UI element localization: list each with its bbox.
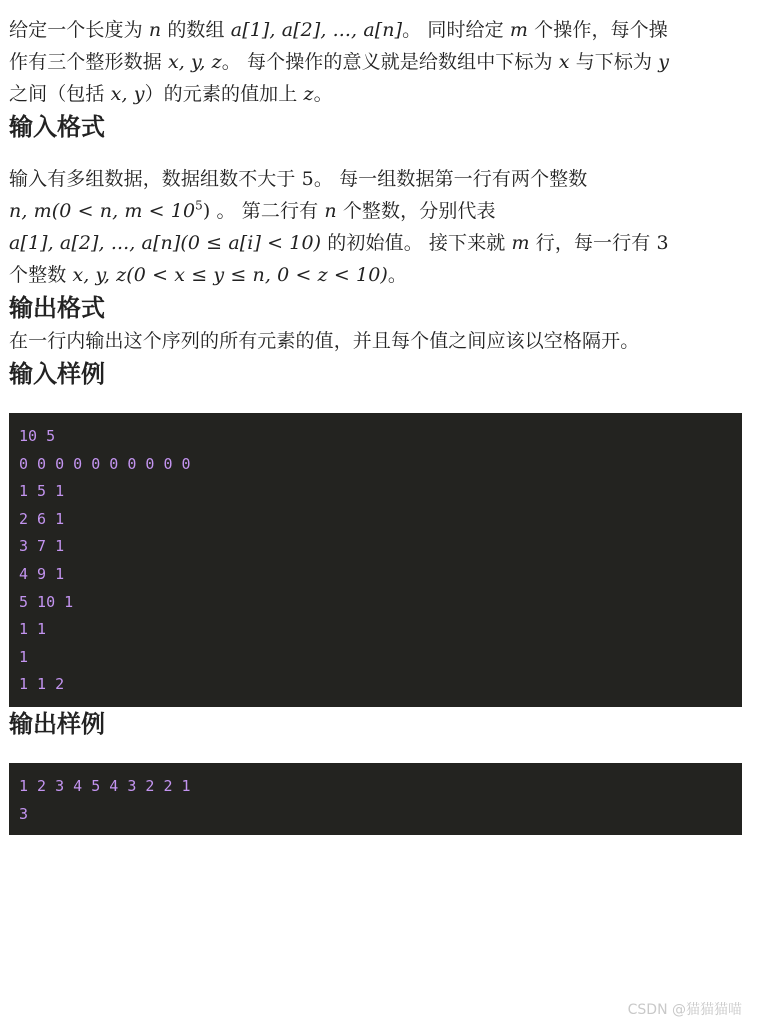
- intro-line-3: [9, 78, 742, 110]
- input-line-1: [9, 163, 742, 195]
- input-format-section: [9, 163, 742, 291]
- math-n: n: [324, 200, 337, 222]
- sample-output-heading: 输出样例: [9, 710, 105, 738]
- math-array-range: a[1], a[2], ..., a[n](0 ≤ a[i] < 10): [9, 232, 322, 254]
- output-format-text: 在一行内输出这个序列的所有元素的值，并且每个值之间应该以空格隔开。: [9, 330, 640, 352]
- code-line: 1 5 1: [19, 482, 65, 501]
- intro-line-1: [9, 14, 742, 46]
- code-line: 0 0 0 0 0 0 0 0 0 0: [19, 454, 191, 473]
- code-line: 3 7 1: [19, 537, 65, 556]
- csdn-watermark: CSDN @猫猫猫喵: [627, 1002, 742, 1018]
- code-line: 3: [19, 804, 29, 823]
- intro-text: 之间（包括: [9, 83, 111, 105]
- sample-output-code-block[interactable]: [9, 763, 742, 835]
- math-xyz-range: x, y, z(0 < x ≤ y ≤ n, 0 < z < 10): [72, 264, 388, 286]
- input-text: 输入有多组数据，数据组数不大于: [9, 168, 302, 190]
- intro-text: 个操作，每个操: [528, 19, 668, 41]
- math-exponent: 5: [195, 198, 203, 213]
- math-xyz: x, y, z: [167, 51, 222, 73]
- math-paren: ): [202, 200, 211, 222]
- intro-text: 。: [313, 83, 333, 105]
- intro-section: [9, 14, 742, 110]
- code-line: 10 5: [19, 427, 56, 445]
- math-y: y: [658, 51, 670, 73]
- input-text: 。 第二行有: [210, 200, 325, 222]
- input-text: 行，每一行有: [529, 232, 657, 254]
- math-x: x: [558, 51, 570, 73]
- intro-text: 与下标为: [569, 51, 659, 73]
- code-line: 2 6 1: [19, 509, 65, 528]
- math-xy: x, y: [110, 83, 145, 105]
- math-m: m: [511, 232, 530, 254]
- input-line-2: [9, 195, 742, 227]
- input-text: 个整数: [9, 264, 73, 286]
- code-line: 1 2 3 4 5 4 3 2 2 1: [19, 777, 191, 795]
- math-3: 3: [656, 232, 669, 254]
- math-array: a[1], a[2], ..., a[n]: [230, 19, 403, 41]
- input-text: 。 每一组数据第一行有两个整数: [313, 168, 588, 190]
- code-line: 4 9 1: [19, 564, 65, 583]
- math-m: m: [509, 19, 529, 41]
- code-line: 1: [19, 647, 29, 666]
- output-format-heading: 输出格式: [9, 294, 105, 322]
- intro-text: 。 每个操作的意义就是给数组中下标为: [221, 51, 559, 73]
- sample-input-code-block[interactable]: [9, 413, 742, 707]
- input-format-heading: 输入格式: [9, 113, 105, 141]
- input-line-4: [9, 259, 742, 291]
- intro-text: ）的元素的值加上: [144, 83, 304, 105]
- math-nm-range: n, m(0 < n, m < 10: [9, 200, 196, 222]
- math-n: n: [148, 19, 162, 41]
- intro-text: 的数组: [161, 19, 231, 41]
- input-line-3: [9, 227, 742, 259]
- intro-text: 给定一个长度为: [9, 19, 149, 41]
- input-text: 。: [387, 264, 408, 286]
- intro-line-2: [9, 46, 742, 78]
- problem-statement: [9, 14, 742, 835]
- math-5: 5: [301, 168, 314, 190]
- input-text: 的初始值。 接下来就: [321, 232, 512, 254]
- intro-text: 作有三个整形数据: [9, 51, 168, 73]
- code-line: 5 10 1: [19, 592, 74, 611]
- input-text: 个整数，分别代表: [336, 200, 496, 222]
- math-z: z: [303, 83, 314, 105]
- code-line: 1 1 2: [19, 675, 65, 694]
- intro-text: 。 同时给定: [402, 19, 510, 41]
- code-line: 1 1: [19, 620, 47, 639]
- sample-input-heading: 输入样例: [9, 360, 105, 388]
